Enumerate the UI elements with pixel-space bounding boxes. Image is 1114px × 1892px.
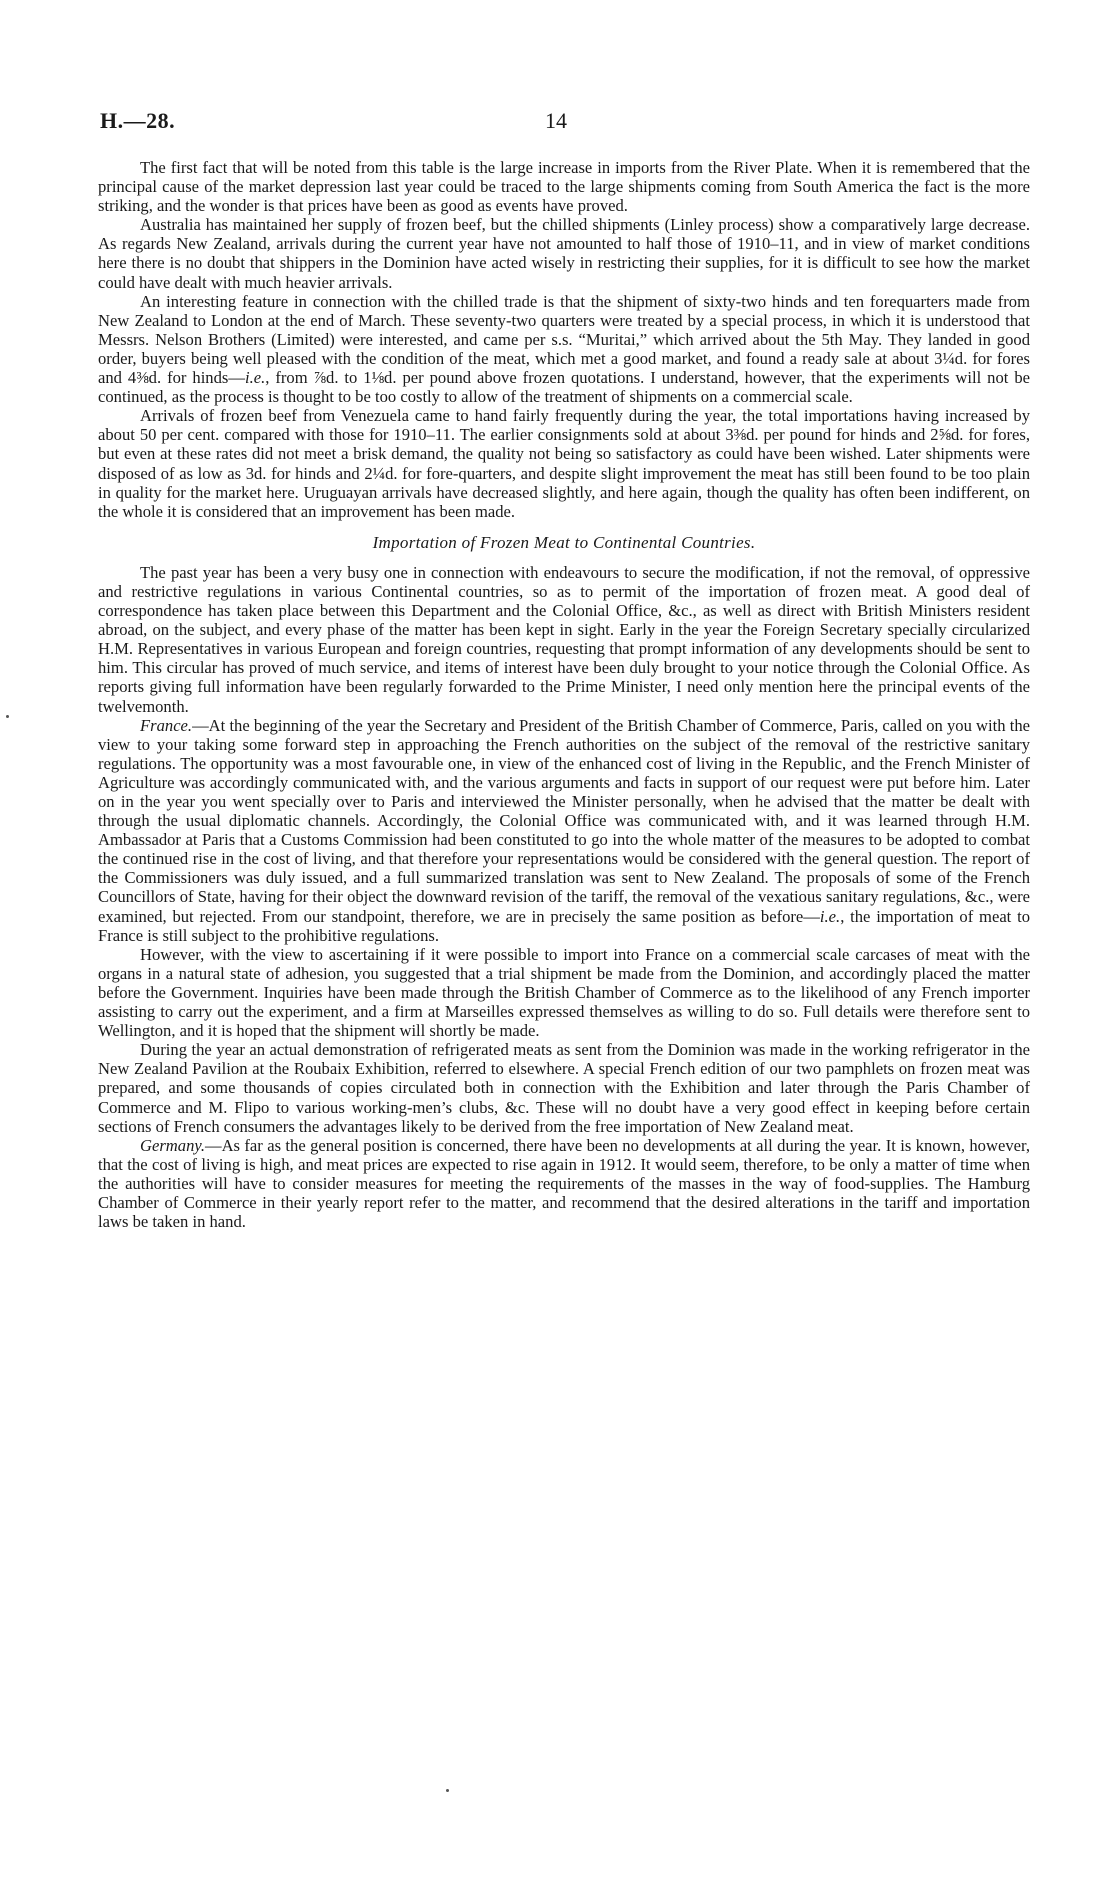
- paragraph-roubaix: During the year an actual demonstration of refrigerated meats as sent from the Dominion was made in the working refrigerator in the New Zealand Pavilion at the Roubaix Exhibition, referred to elsewhere. A special French edition of our two pamphlets on frozen meat was prepared, and some thousands of copies circulated both in connection with the Exhibition and later through the Paris Chamber of Commerce and M. Flipo to various working-men’s clubs, &c. These will no doubt have a very good effect in keeping before certain sections of French consumers the advantages likely to be derived from the free importation of New Zealand meat.: [98, 1040, 1030, 1136]
- paragraph-australia: Australia has maintained her supply of frozen beef, but the chilled shipments (Linley process) show a comparatively large decrease. As regards New Zealand, arrivals during the current year have not amounted to half those of 1910–11, and in view of market conditions here there is no doubt that shippers in the Dominion have acted wisely in restricting their supplies, for it is difficult to see how the market could have dealt with much heavier arrivals.: [98, 215, 1030, 292]
- paragraph-continental: The past year has been a very busy one in connection with endeavours to secure the modification, if not the removal, of oppressive and restrictive regulations in various Continental countries, so as to permit of the importation of frozen meat. A good deal of correspondence has taken place between this Department and the Colonial Office, &c., as well as direct with British Ministers resident abroad, on the subject, and every phase of the matter has been kept in sight. Early in the year the Foreign Secretary specially circularized H.M. Representatives in various European and foreign countries, requesting that prompt information of any developments should be sent to him. This circular has proved of much service, and items of interest have been duly brought to your notice through the Colonial Office. As reports giving full information have been regularly forwarded to the Prime Minister, I need only mention here the principal events of the twelvemonth.: [98, 562, 1030, 716]
- paragraph-chilled-trade: [98, 292, 1030, 407]
- paragraph-chilled-text-a: An interesting feature in connection with the chilled trade is that the shipment of sixty-two hinds and ten forequarters made from New Zealand to London at the end of March. These seventy-two quarters were treated by a special process, in which it is understood that Messrs. Nelson Brothers (Limited) were interested, and came per s.s. “Muritai,” which arrived about the 5th May. They landed in good order, buyers being well pleased with the condition of the meat, which met a good market, and found a ready sale at about 3¼d. for fores and 4⅜d. for hinds—: [98, 291, 1030, 388]
- margin-speck: [6, 715, 9, 718]
- page-number: 14: [545, 108, 567, 133]
- paragraph-venezuela: Arrivals of frozen beef from Venezuela came to hand fairly frequently during the year, the total importations having increased by about 50 per cent. compared with those for 1910–11. The earlier consignments sold at about 3⅜d. per pound for hinds and 2⅝d. for fores, but even at these rates did not meet a brisk demand, the quality not being so satisfactory as could have been wished. Later shipments were disposed of as low as 3d. for hinds and 2¼d. for fore-quarters, and despite slight improvement the meat has still been found to be too plain in quality for the market here. Uruguayan arrivals have decreased slightly, and here again, though the quality has often been indifferent, on the whole it is considered that an improvement has been made.: [98, 406, 1030, 521]
- ie-abbreviation: i.e.: [819, 906, 841, 926]
- paragraph-trial-shipment: However, with the view to ascertaining if it were possible to import into France on a commercial scale carcases of meat with the organs in a natural state of adhesion, you suggested that a trial shipment be made from the Dominion, and accordingly placed the matter before the Government. Inquiries have been made through the British Chamber of Commerce as to the likelihood of any French importer assisting to carry out the experiment, and a firm at Marseilles expressed themselves as willing to do so. Full details were therefore sent to Wellington, and it is hoped that the shipment will shortly be made.: [98, 944, 1030, 1041]
- paragraph-france-text-a: —At the beginning of the year the Secretary and President of the British Chamber of Commerce, Paris, called on you with the view to your taking some forward step in approaching the French authorities on the subject of the removal of the restrictive sanitary regulations. The opportunity was a most favourable one, in view of the enhanced cost of living in the Republic, and the French Minister of Agriculture was accordingly communicated with, and the various arguments and facts in support of our request were put before him. Later on in the year you went specially over to Paris and interviewed the Minister personally, when he advised that the matter be dealt with through the usual diplomatic channels. Accordingly, the Colonial Office was communicated with, and it was learned through H.M. Ambassador at Paris that a Customs Commission had been constituted to go into the whole matter of the measures to be adopted to combat the continued rise in the cost of living, and that therefore your representations would be considered with the general question. The report of the Commissioners was duly issued, and a full summarized translation was sent to New Zealand. The proposals of some of the French Councillors of State, having for their object the downward revision of the tariff, the removal of the vexatious sanitary regulations, &c., were examined, but rejected. From our standpoint, therefore, we are in precisely the same position as before—: [98, 715, 1030, 926]
- paragraph-chilled-text-b: , from ⅞d. to 1⅛d. per pound above frozen quotations. I understand, however, that the experiments will not be continued, as the process is thought to be too costly to allow of the treatment of shipments on a commercial scale.: [98, 368, 1030, 407]
- france-lead-in: France.: [140, 715, 193, 735]
- germany-lead-in: Germany.: [140, 1135, 205, 1155]
- document-body: [98, 158, 1030, 1231]
- paragraph-river-plate: The first fact that will be noted from this table is the large increase in imports from the River Plate. When it is remembered that the principal cause of the market depression last year could be traced to the large shipments coming from South America the fact is the more striking, and the wonder is that prices have been as good as events have proved.: [98, 158, 1030, 216]
- paragraph-germany: [98, 1136, 1030, 1231]
- footer-speck: [446, 1789, 449, 1792]
- paragraph-france-text-b: , the importation of meat to France is still subject to the prohibitive regulations.: [98, 906, 1030, 945]
- ie-abbreviation: i.e.: [244, 368, 266, 388]
- document-reference: H.—28.: [100, 108, 176, 133]
- section-heading: Importation of Frozen Meat to Continental Countries.: [372, 532, 756, 552]
- paragraph-germany-text: —As far as the general position is concerned, there have been no developments at all during the year. It is known, however, that the cost of living is high, and meat prices are expected to rise again in 1912. It would seem, therefore, to be only a matter of time when the authorities will have to consider measures for meeting the requirements of the masses in the way of food-supplies. The Hamburg Chamber of Commerce in their yearly report refer to the matter, and recommend that the desired alterations in the tariff and importation laws be taken in hand.: [98, 1135, 1030, 1232]
- page-header: [100, 108, 1030, 140]
- paragraph-france: [98, 716, 1030, 945]
